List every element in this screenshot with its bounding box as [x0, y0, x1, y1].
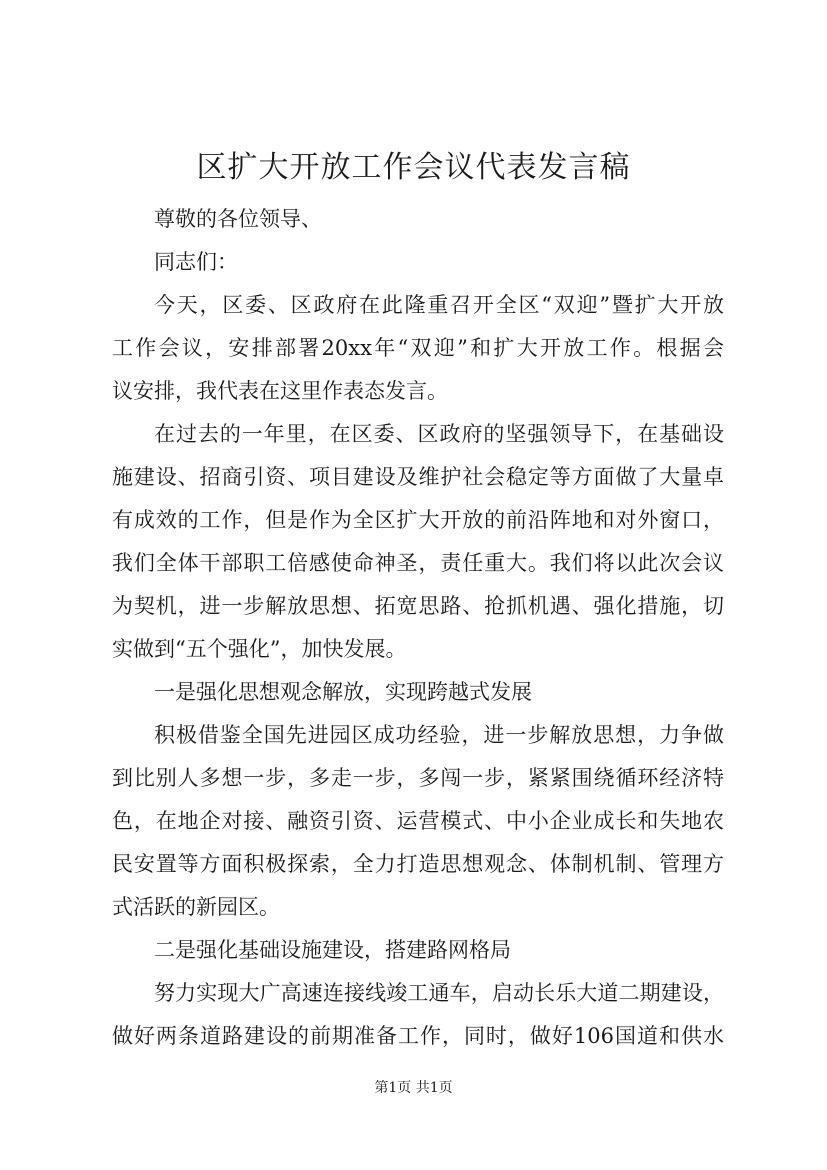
text-line: 一是强化思想观念解放，实现跨越式发展: [154, 680, 532, 704]
text-line: 在过去的一年里，在区委、区政府的坚强领导下，在基础设: [154, 422, 724, 446]
text-line: 到比别人多想一步，多走一步，多闯一步，紧紧围绕循环经济特: [112, 766, 724, 790]
text-line: 今天，区委、区政府在此隆重召开全区“双迎”暨扩大开放: [154, 293, 724, 317]
text-line: 有成效的工作，但是作为全区扩大开放的前沿阵地和对外窗口，: [112, 508, 724, 532]
text-line: 做好两条道路建设的前期准备工作，同时，做好106国道和供水: [112, 1024, 724, 1048]
text-line: 式活跃的新园区。: [112, 895, 280, 919]
text-line: 同志们：: [154, 250, 238, 274]
text-line: 民安置等方面积极探索，全力打造思想观念、体制机制、管理方: [112, 852, 724, 876]
text-line: 尊敬的各位领导、: [154, 207, 322, 231]
text-line: 议安排，我代表在这里作表态发言。: [112, 379, 448, 403]
text-line: 为契机，进一步解放思想、拓宽思路、抢抓机遇、强化措施，切: [112, 594, 724, 618]
text-line: 积极借鉴全国先进园区成功经验，进一步解放思想，力争做: [154, 723, 724, 747]
text-line: 工作会议，安排部署20xx年“双迎”和扩大开放工作。根据会: [112, 336, 724, 360]
document-body: [112, 198, 724, 1058]
text-line: 努力实现大广高速连接线竣工通车，启动长乐大道二期建设，: [154, 981, 724, 1005]
text-line: 二是强化基础设施建设，搭建路网格局: [154, 938, 511, 962]
text-line: 施建设、招商引资、项目建设及维护社会稳定等方面做了大量卓: [112, 465, 724, 489]
text-line: 我们全体干部职工倍感使命神圣，责任重大。我们将以此次会议: [112, 551, 724, 575]
text-line: 色，在地企对接、融资引资、运营模式、中小企业成长和失地农: [112, 809, 724, 833]
page-footer: 第1页 共1页: [374, 1080, 453, 1096]
document-title: 区扩大开放工作会议代表发言稿: [196, 150, 631, 185]
text-line: 实做到“五个强化”，加快发展。: [112, 637, 407, 661]
